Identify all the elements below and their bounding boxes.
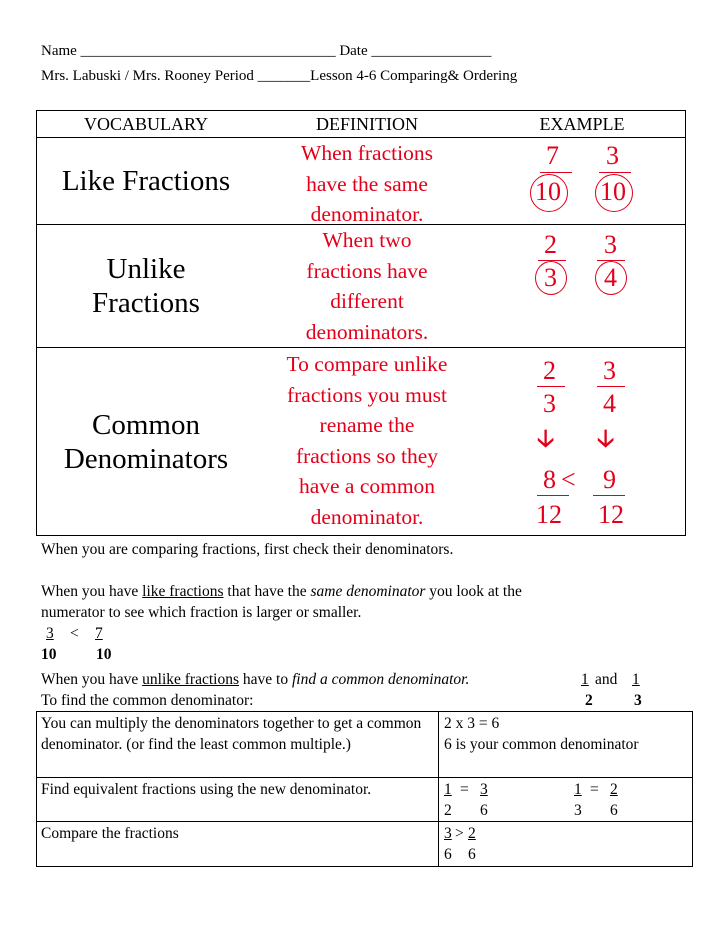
fraction-bar <box>537 495 569 496</box>
header-definition: DEFINITION <box>316 114 418 134</box>
fraction-bar <box>597 386 625 387</box>
step-multiply-example: 2 x 3 = 6 6 is your common denominator <box>444 715 639 753</box>
paragraph-like-fractions-line2: numerator to see which fraction is larger or smaller. <box>41 604 362 621</box>
definition-unlike-fractions: When two fractions have different denominators. <box>305 228 429 344</box>
example-unlike-fractions <box>479 225 685 347</box>
vocab-row-unlike-fractions <box>37 225 685 348</box>
example-like-fractions <box>479 138 685 224</box>
example-common-denominators <box>479 348 685 536</box>
term-common-denominators: Common Denominators <box>63 409 229 475</box>
find-common-denominator-label: To find the common denominator: <box>41 692 254 709</box>
steps-row-multiply <box>37 712 692 778</box>
step-equivalent-example: 1 = 3 2 6 1 = 2 3 6 <box>444 781 618 819</box>
example-numerator: 3 <box>606 141 619 170</box>
example-denominator: 3 <box>544 263 557 292</box>
vocabulary-table <box>36 110 686 536</box>
header-example: EXAMPLE <box>539 114 625 134</box>
steps-row-equivalent <box>37 778 692 822</box>
definition-like-fractions: When fractions have the same denominator. <box>301 141 433 226</box>
example-denominator: 4 <box>604 263 617 292</box>
example-denominator: 10 <box>600 177 626 206</box>
step-compare-example: 3 > 2 6 6 <box>444 825 476 863</box>
vocab-row-common-denominators <box>37 348 685 536</box>
header-vocabulary: VOCABULARY <box>83 114 208 134</box>
paragraph-check-denominators: When you are comparing fractions, first check their denominators. <box>41 541 454 558</box>
example-denominator: 4 <box>603 389 616 418</box>
term-like-fractions: Like Fractions <box>61 165 231 197</box>
definition-common-denominators: To compare unlike fractions you must rename the fractions so they have a common denominator. <box>286 352 448 529</box>
paragraph-unlike-fractions: When you have unlike fractions have to find a common denominator. <box>41 671 470 688</box>
common-denominator: 12 <box>536 500 562 529</box>
term-unlike-fractions: Unlike Fractions <box>92 253 200 319</box>
common-numerator: 9 <box>603 465 616 494</box>
fraction-bar <box>540 172 572 173</box>
steps-table <box>36 711 693 867</box>
fraction-bar <box>537 386 565 387</box>
example-numerator: 7 <box>546 141 559 170</box>
example-numerator: 3 <box>603 356 616 385</box>
example-denominator: 3 <box>543 389 556 418</box>
step-multiply-text: You can multiply the denominators together to get a common denominator. (or find the least common multiple.) <box>37 712 439 777</box>
example-numerator: 2 <box>544 230 557 259</box>
example-numerator: 2 <box>543 356 556 385</box>
down-arrow-icon: 🡣 <box>537 424 555 452</box>
worksheet-page: Name __________________________________ Date ________________ Mrs. Labuski / Mrs. Rooney Period _______Lesson 4-6 Comparing& Ordering VOCABULARY DEFINITION EXAMPLE Like Fractions When fractions have the same denominator. 7 3 10 10 Unlike Fractions When two fractions have different denominators. 2 3 3 4 Common Denominators To compare unlike fractions you must rename the fractions so they have a common denominator. 2 3 3 4 🡣 🡣 8 < 9 12 12 When you are comparing fractions, first check their denominators. When you have like fractions that have the same denominator you look at the numerator to see which fraction is larger or smaller. 3 < 7 10 10 When you have unlike fractions have to find a common denominator. 1 and 1 To find the common denominator: 2 3 You can multiply the denominators together to get a common denominator. (or find the least common multiple.) 2 x 3 = 6 6 is your common denominator Find equivalent fractions using the new denominator. 1 = 3 2 6 1 = 2 3 6 Compare the fractions 3 > 2 6 6 <box>0 0 728 943</box>
paragraph-like-fractions: When you have like fractions that have the same denominator you look at the <box>41 583 522 600</box>
example-numerator: 3 <box>604 230 617 259</box>
step-compare-text: Compare the fractions <box>37 822 439 866</box>
step-equivalent-text: Find equivalent fractions using the new denominator. <box>37 778 439 821</box>
down-arrow-icon: 🡣 <box>597 424 615 452</box>
common-denominator: 12 <box>598 500 624 529</box>
common-numerator: 8 <box>543 465 556 494</box>
comparison-symbol: < <box>561 465 576 494</box>
teacher-lesson-line: Mrs. Labuski / Mrs. Rooney Period _______Lesson 4-6 Comparing& Ordering <box>41 68 518 84</box>
steps-row-compare <box>37 822 692 866</box>
name-date-line: Name __________________________________ Date ________________ <box>41 43 492 59</box>
vocab-row-like-fractions <box>37 138 685 225</box>
example-denominator: 10 <box>535 177 561 206</box>
fraction-bar <box>599 172 631 173</box>
vocab-header-row <box>37 111 685 138</box>
fraction-bar <box>593 495 625 496</box>
